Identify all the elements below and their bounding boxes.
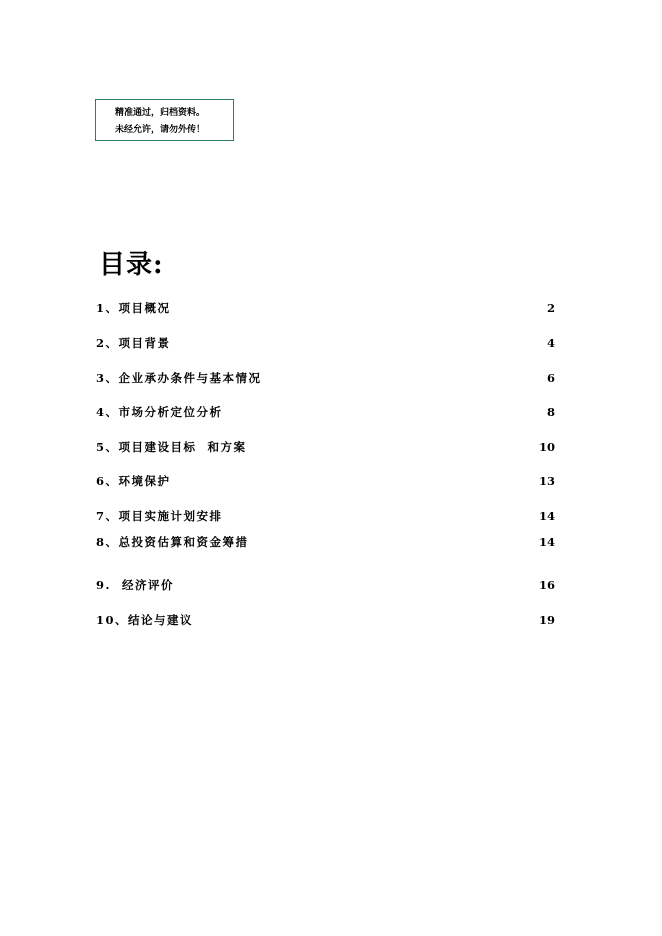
toc-item[interactable] — [96, 370, 555, 386]
toc-list — [96, 0, 555, 936]
toc-item-page: 8 — [546, 405, 555, 419]
toc-item[interactable] — [96, 404, 555, 420]
toc-item[interactable] — [96, 473, 555, 489]
toc-item-label: 7、项目实施计划安排 — [96, 509, 223, 523]
toc-item-label: 2、项目背景 — [96, 336, 171, 350]
toc-item-page: 13 — [538, 474, 555, 488]
toc-item-label: 3、企业承办条件与基本情况 — [96, 371, 262, 385]
toc-item-page: 6 — [546, 371, 555, 385]
notice-line-2: 未经允许，请勿外传！ — [115, 125, 206, 135]
toc-item-page: 14 — [538, 535, 555, 549]
toc-item-label: 8、总投资估算和资金筹措 — [96, 535, 249, 549]
toc-item[interactable] — [96, 534, 555, 550]
toc-item[interactable] — [96, 335, 555, 351]
toc-item-label: 6、环境保护 — [96, 474, 171, 488]
toc-item-label: 10、结论与建议 — [96, 613, 194, 627]
toc-item[interactable] — [96, 508, 555, 524]
toc-item-label: 4、市场分析定位分析 — [96, 405, 223, 419]
toc-item-page: 14 — [538, 509, 555, 523]
toc-item-page: 10 — [538, 440, 555, 454]
toc-item-page: 19 — [538, 613, 555, 627]
toc-item-label: 5、项目建设目标 和方案 — [96, 440, 247, 454]
toc-item[interactable] — [96, 300, 555, 316]
toc-item[interactable] — [96, 439, 555, 455]
toc-item[interactable] — [96, 612, 555, 628]
notice-line-1: 精准通过，归档资料。 — [115, 108, 206, 118]
toc-item[interactable] — [96, 577, 555, 593]
toc-item-page: 4 — [546, 336, 555, 350]
toc-item-label: 1、项目概况 — [96, 301, 171, 315]
toc-item-label: 9. 经济评价 — [96, 578, 175, 592]
toc-heading: 目录: — [99, 250, 164, 280]
toc-item-page: 16 — [538, 578, 555, 592]
toc-item-page: 2 — [546, 301, 555, 315]
